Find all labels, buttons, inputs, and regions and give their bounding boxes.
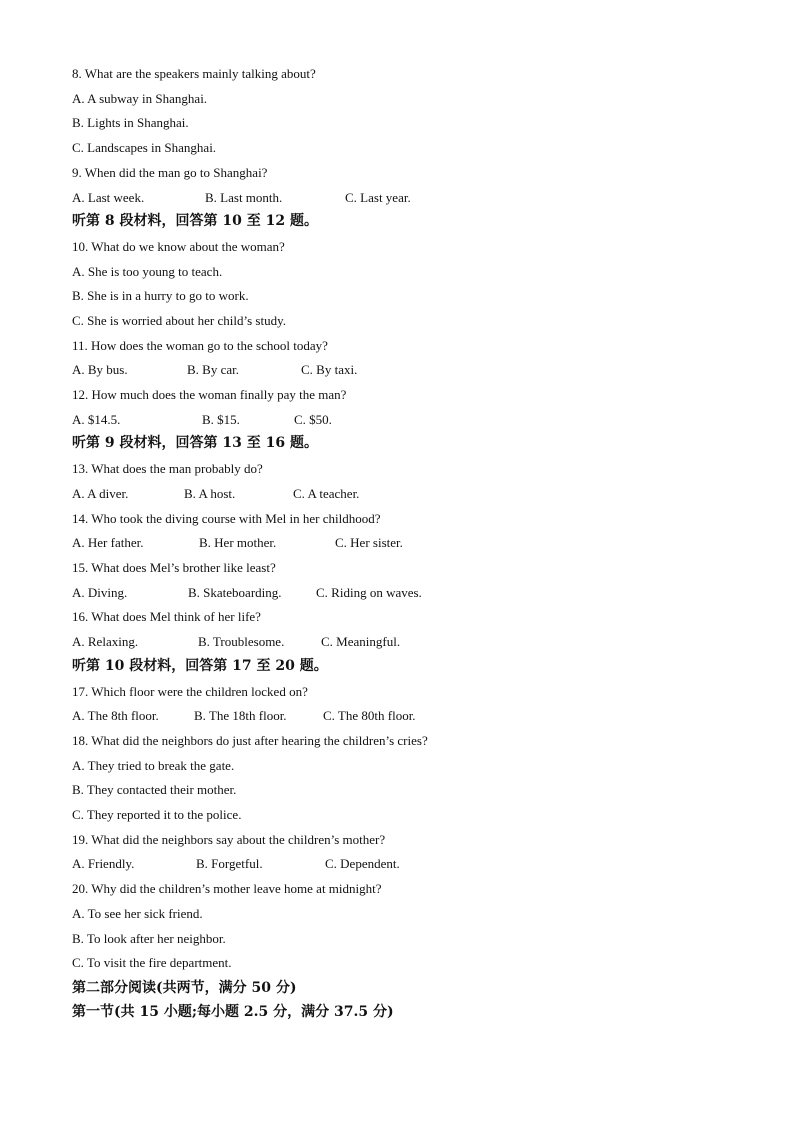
q12-option-b: B. $15. <box>202 412 240 427</box>
section-one-heading: 第一节(共 15 小题;每小题 2.5 分，满分 37.5 分) <box>72 1004 394 1020</box>
q20-option-c: C. To visit the fire department. <box>72 955 232 970</box>
q11-option-b: B. By car. <box>187 362 239 377</box>
q16-option-a: A. Relaxing. <box>72 634 139 649</box>
section-heading-passage-9: 听第 9 段材料，回答第 13 至 16 题。 <box>72 435 318 451</box>
q9-stem: 9. When did the man go to Shanghai? <box>72 165 268 180</box>
q15-option-b: B. Skateboarding. <box>188 585 282 600</box>
q19-option-a: A. Friendly. <box>72 856 135 871</box>
q13-option-b: B. A host. <box>184 486 236 501</box>
section-heading-passage-8: 听第 8 段材料，回答第 10 至 12 题。 <box>72 213 318 229</box>
q20-stem: 20. Why did the children’s mother leave home at midnight? <box>72 881 382 896</box>
q10-option-c: C. She is worried about her child’s study. <box>72 313 286 328</box>
q8-stem: 8. What are the speakers mainly talking about? <box>72 66 316 81</box>
q17-stem: 17. Which floor were the children locked on? <box>72 684 308 699</box>
q13-option-a: A. A diver. <box>72 486 129 501</box>
q18-option-c: C. They reported it to the police. <box>72 807 242 822</box>
q10-stem: 10. What do we know about the woman? <box>72 239 285 254</box>
q19-option-c: C. Dependent. <box>325 856 400 871</box>
q14-option-a: A. Her father. <box>72 535 144 550</box>
q11-option-c: C. By taxi. <box>301 362 358 377</box>
q10-option-b: B. She is in a hurry to go to work. <box>72 288 249 303</box>
q13-option-c: C. A teacher. <box>293 486 360 501</box>
q15-option-c: C. Riding on waves. <box>316 585 422 600</box>
q18-stem: 18. What did the neighbors do just after hearing the children’s cries? <box>72 733 428 748</box>
q8-option-c: C. Landscapes in Shanghai. <box>72 140 217 155</box>
q14-option-b: B. Her mother. <box>199 535 277 550</box>
q10-option-a: A. She is too young to teach. <box>72 264 223 279</box>
q15-stem: 15. What does Mel’s brother like least? <box>72 560 276 575</box>
q15-option-a: A. Diving. <box>72 585 128 600</box>
q11-option-a: A. By bus. <box>72 362 128 377</box>
q12-stem: 12. How much does the woman finally pay the man? <box>72 387 347 402</box>
q9-option-c: C. Last year. <box>345 190 411 205</box>
q18-option-a: A. They tried to break the gate. <box>72 758 235 773</box>
q11-stem: 11. How does the woman go to the school today? <box>72 338 328 353</box>
q12-option-a: A. $14.5. <box>72 412 121 427</box>
q16-stem: 16. What does Mel think of her life? <box>72 609 261 624</box>
q20-option-a: A. To see her sick friend. <box>72 906 203 921</box>
q12-option-c: C. $50. <box>294 412 332 427</box>
q18-option-b: B. They contacted their mother. <box>72 782 237 797</box>
q19-option-b: B. Forgetful. <box>196 856 263 871</box>
q16-option-c: C. Meaningful. <box>321 634 401 649</box>
part-two-heading: 第二部分阅读(共两节，满分 50 分) <box>72 980 297 996</box>
q14-option-c: C. Her sister. <box>335 535 403 550</box>
q16-option-b: B. Troublesome. <box>198 634 285 649</box>
q9-option-b: B. Last month. <box>205 190 283 205</box>
q13-stem: 13. What does the man probably do? <box>72 461 263 476</box>
q19-stem: 19. What did the neighbors say about the children’s mother? <box>72 832 386 847</box>
q8-option-b: B. Lights in Shanghai. <box>72 115 189 130</box>
q17-option-c: C. The 80th floor. <box>323 708 416 723</box>
q17-option-a: A. The 8th floor. <box>72 708 159 723</box>
q17-option-b: B. The 18th floor. <box>194 708 287 723</box>
q20-option-b: B. To look after her neighbor. <box>72 931 226 946</box>
q8-option-a: A. A subway in Shanghai. <box>72 91 208 106</box>
section-heading-passage-10: 听第 10 段材料，回答第 17 至 20 题。 <box>72 658 328 674</box>
q14-stem: 14. Who took the diving course with Mel in her childhood? <box>72 511 381 526</box>
q9-option-a: A. Last week. <box>72 190 145 205</box>
